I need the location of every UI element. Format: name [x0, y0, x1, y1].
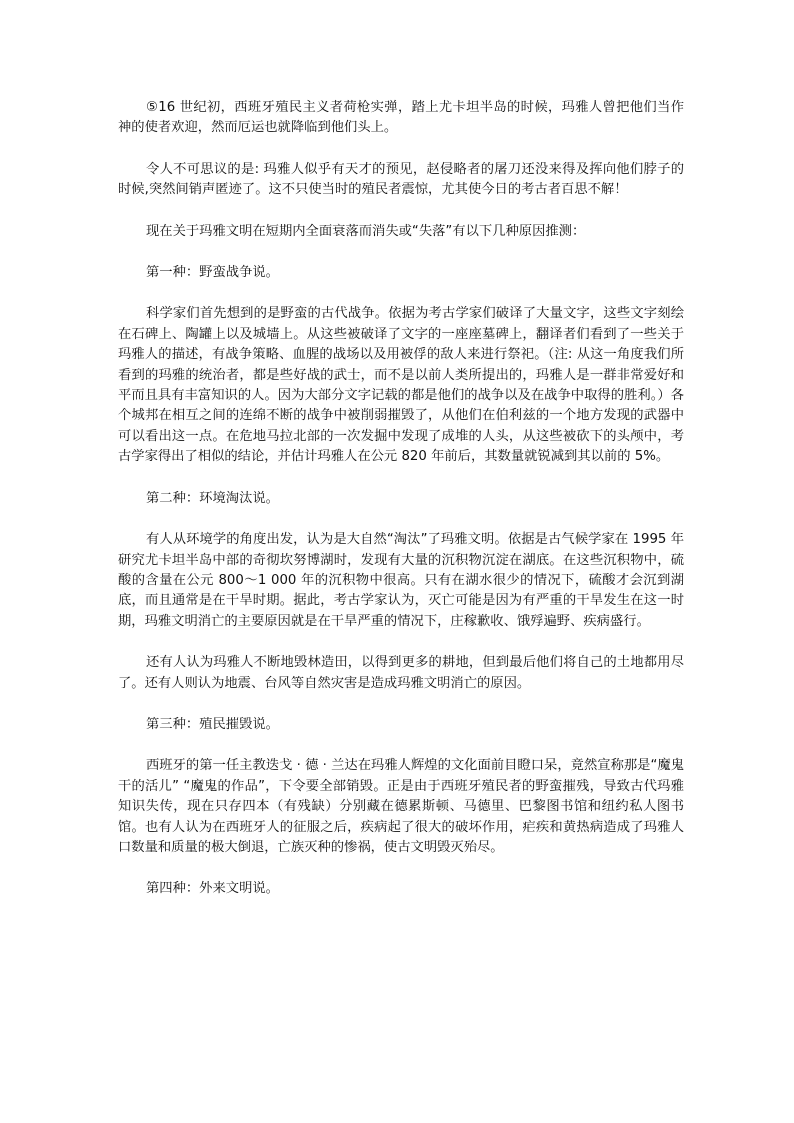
paragraph-colonial-theory: 西班牙的第一任主教迭戈 · 德 · 兰达在玛雅人辉煌的文化面前目瞪口呆，竟然宣称那是“魔鬼干的活儿” “魔鬼的作品”，下令要全部销毁。正是由于西班牙殖民者的野蛮摧残，导致古代玛雅知识失传，现在只存四本（有残缺）分别藏在德累斯顿、马德里、巴黎图书馆和纽约私人图书馆。也有人认为在西班牙人的征服之后，疾病起了很大的破坏作用，疟疾和黄热病造成了玛雅人口数量和质量的极大倒退，亡族灭种的惨祸，使古文明毁灭殆尽。 [118, 758, 684, 855]
document-body [118, 98, 684, 921]
paragraph-environment-theory: 有人从环境学的角度出发，认为是大自然“淘汰”了玛雅文明。依据是古气候学家在 1995 年研究尤卡坦半岛中部的奇彻坎努博湖时，发现有大量的沉积物沉淀在湖底。在这些沉积物中，硫酸的含量在公元 800～1 000 年的沉积物中很高。只有在湖水很少的情况下，硫酸才会沉到湖底，而且通常是在干旱时期。据此，考古学家认为，灭亡可能是因为有严重的干旱发生在这一时期，玛雅文明消亡的主要原因就是在干旱严重的情况下，庄稼歉收、饿殍遍野、疾病盛行。 [118, 532, 684, 629]
paragraph-disappearance: 令人不可思议的是: 玛雅人似乎有天才的预见，赵侵略者的屠刀还没来得及挥向他们脖子的时候,突然间销声匿迹了。这不只使当时的殖民者震惊，尤其使今日的考古者百思不解！ [118, 161, 684, 198]
paragraph-war-theory: 科学家们首先想到的是野蛮的古代战争。依据为考古学家们破译了大量文字，这些文字刻绘在石碑上、陶罐上以及城墙上。从这些被破译了文字的一座座墓碑上，翻译者们看到了一些关于玛雅人的描述，有战争策略、血腥的战场以及用被俘的敌人来进行祭祀。（注: 从这一角度我们所看到的玛雅的统治者，都是些好战的武士，而不是以前人类所提出的，玛雅人是一群非常爱好和平而且具有丰富知识的人。因为大部分文字记载的都是他们的战争以及在战争中取得的胜利。）各个城邦在相互之间的连绵不断的战争中被削弱摧毁了，从他们在伯利兹的一个地方发现的武器中可以看出这一点。在危地马拉北部的一次发掘中发现了成堆的人头，从这些被砍下的头颅中，考古学家得出了相似的结论，并估计玛雅人在公元 820 年前后，其数量就锐减到其以前的 5%。 [118, 306, 684, 465]
paragraph-colonial-arrival: ⑤16 世纪初，西班牙殖民主义者荷枪实弹，踏上尤卡坦半岛的时候，玛雅人曾把他们当作神的使者欢迎，然而厄运也就降临到他们头上。 [118, 100, 684, 136]
heading-alien-theory: 第四种：外来文明说。 [146, 881, 279, 897]
heading-war-theory: 第一种：野蛮战争说。 [146, 265, 279, 281]
heading-colonial-theory: 第三种：殖民摧毁说。 [146, 716, 279, 732]
paragraph-hypotheses-intro: 现在关于玛雅文明在短期内全面衰落而消失或“失落”有以下几种原因推测： [146, 223, 586, 239]
heading-environment-theory: 第二种：环境淘汰说。 [146, 490, 279, 506]
paragraph-deforestation: 还有人认为玛雅人不断地毁林造田，以得到更多的耕地，但到最后他们将自己的土地都用尽了。还有人则认为地震、台风等自然灾害是造成玛雅文明消亡的原因。 [118, 655, 684, 691]
